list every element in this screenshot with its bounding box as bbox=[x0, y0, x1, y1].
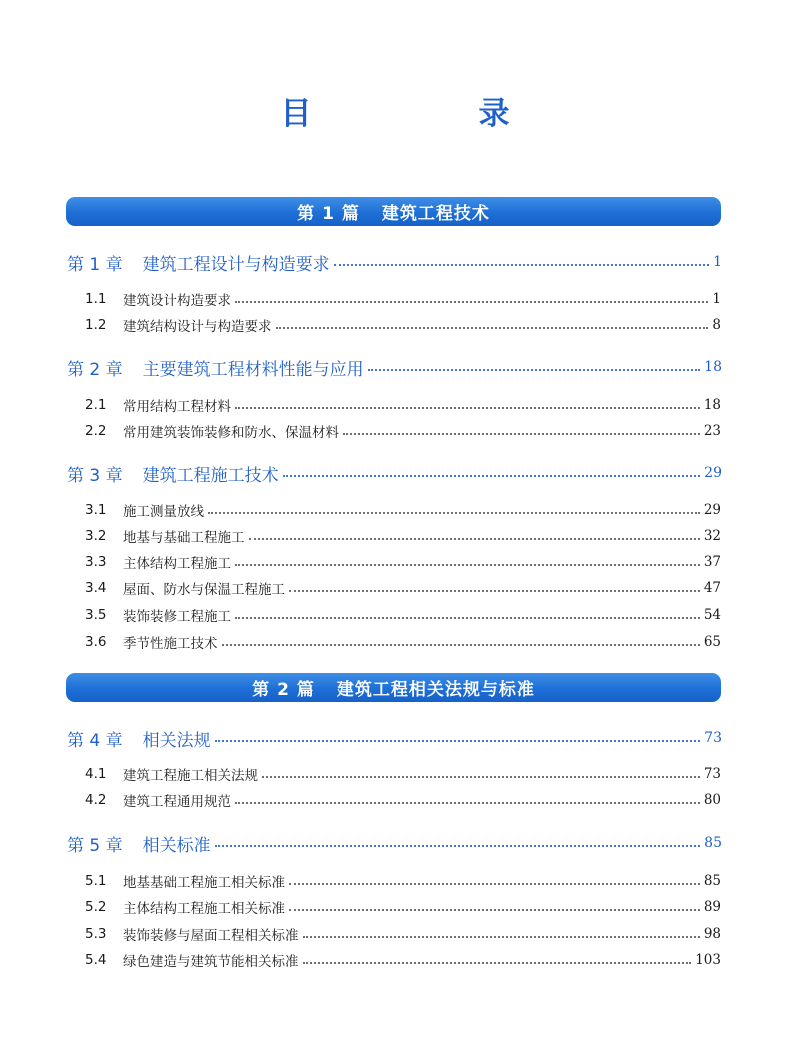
section-page: 54 bbox=[703, 607, 721, 623]
section-name: 装饰装修工程施工 bbox=[123, 609, 231, 625]
toc-section-4-1[interactable] bbox=[85, 763, 721, 785]
dot-leader bbox=[208, 512, 700, 514]
section-name: 建筑结构设计与构造要求 bbox=[123, 319, 272, 335]
section-page: 98 bbox=[703, 926, 721, 942]
section-number: 1.2 bbox=[85, 317, 107, 333]
chapter-name: 相关标准 bbox=[142, 835, 211, 856]
section-name: 主体结构工程施工相关标准 bbox=[123, 901, 285, 917]
section-name: 主体结构工程施工 bbox=[123, 556, 231, 572]
section-page: 65 bbox=[703, 634, 721, 650]
chapter-page: 29 bbox=[704, 465, 722, 481]
dot-leader bbox=[289, 909, 700, 911]
section-number: 5.4 bbox=[85, 952, 107, 968]
toc-section-3-6[interactable] bbox=[85, 631, 721, 653]
section-name: 季节性施工技术 bbox=[123, 636, 218, 652]
section-name: 地基与基础工程施工 bbox=[123, 530, 245, 546]
chapter-page: 18 bbox=[704, 359, 722, 375]
toc-section-5-4[interactable] bbox=[85, 949, 721, 971]
chapter-label: 第 5 章 bbox=[67, 835, 123, 856]
dot-leader bbox=[215, 845, 701, 847]
dot-leader bbox=[235, 802, 700, 804]
section-number: 3.5 bbox=[85, 607, 107, 623]
dot-leader bbox=[235, 617, 700, 619]
section-name: 常用建筑装饰装修和防水、保温材料 bbox=[123, 425, 339, 441]
section-number: 5.3 bbox=[85, 926, 107, 942]
section-page: 8 bbox=[712, 317, 721, 333]
page-title: 目 录 bbox=[280, 96, 578, 132]
toc-section-5-2[interactable] bbox=[85, 896, 721, 918]
part-name: 建筑工程技术 bbox=[381, 204, 490, 224]
toc-section-5-1[interactable] bbox=[85, 870, 721, 892]
toc-section-3-2[interactable] bbox=[85, 525, 721, 547]
section-name: 地基基础工程施工相关标准 bbox=[123, 875, 285, 891]
section-number: 4.1 bbox=[85, 766, 107, 782]
section-number: 2.1 bbox=[85, 397, 107, 413]
chapter-name: 主要建筑工程材料性能与应用 bbox=[142, 359, 364, 380]
section-name: 建筑工程施工相关法规 bbox=[123, 768, 258, 784]
section-name: 装饰装修与屋面工程相关标准 bbox=[123, 928, 299, 944]
toc-section-3-1[interactable] bbox=[85, 499, 721, 521]
chapter-page: 1 bbox=[713, 254, 722, 270]
part-name: 建筑工程相关法规与标准 bbox=[336, 680, 535, 700]
chapter-label: 第 1 章 bbox=[67, 254, 123, 275]
section-number: 3.3 bbox=[85, 554, 107, 570]
dot-leader bbox=[303, 936, 700, 938]
section-page: 80 bbox=[703, 792, 721, 808]
toc-section-2-1[interactable] bbox=[85, 394, 721, 416]
dot-leader bbox=[368, 369, 701, 371]
dot-leader bbox=[283, 475, 701, 477]
section-page: 1 bbox=[712, 291, 721, 307]
toc-section-4-2[interactable] bbox=[85, 789, 721, 811]
section-page: 73 bbox=[703, 766, 721, 782]
toc-section-5-3[interactable] bbox=[85, 923, 721, 945]
section-number: 5.1 bbox=[85, 873, 107, 889]
chapter-label: 第 4 章 bbox=[67, 730, 123, 751]
dot-leader bbox=[235, 407, 700, 409]
section-number: 3.1 bbox=[85, 502, 107, 518]
section-name: 建筑工程通用规范 bbox=[123, 794, 231, 810]
toc-chapter-4[interactable] bbox=[67, 725, 722, 751]
toc-section-3-4[interactable] bbox=[85, 577, 721, 599]
section-page: 32 bbox=[703, 528, 721, 544]
section-page: 23 bbox=[703, 423, 721, 439]
section-page: 89 bbox=[703, 899, 721, 915]
toc-chapter-1[interactable] bbox=[67, 249, 722, 275]
part-banner-1[interactable] bbox=[66, 197, 721, 226]
dot-leader bbox=[343, 433, 700, 435]
toc-section-1-2[interactable] bbox=[85, 314, 721, 336]
dot-leader bbox=[222, 644, 700, 646]
section-number: 2.2 bbox=[85, 423, 107, 439]
section-number: 5.2 bbox=[85, 899, 107, 915]
toc-section-3-3[interactable] bbox=[85, 551, 721, 573]
dot-leader bbox=[262, 776, 700, 778]
toc-section-1-1[interactable] bbox=[85, 288, 721, 310]
section-number: 3.4 bbox=[85, 580, 107, 596]
dot-leader bbox=[289, 883, 700, 885]
dot-leader bbox=[303, 962, 692, 964]
part-label: 第 2 篇 bbox=[252, 680, 315, 700]
part-banner-2[interactable] bbox=[66, 673, 721, 702]
section-page: 103 bbox=[695, 952, 721, 968]
chapter-label: 第 3 章 bbox=[67, 465, 123, 486]
chapter-page: 85 bbox=[704, 835, 722, 851]
section-number: 4.2 bbox=[85, 792, 107, 808]
toc-chapter-5[interactable] bbox=[67, 830, 722, 856]
chapter-name: 建筑工程设计与构造要求 bbox=[142, 254, 330, 275]
dot-leader bbox=[276, 327, 709, 329]
section-page: 47 bbox=[703, 580, 721, 596]
part-label: 第 1 篇 bbox=[297, 204, 360, 224]
dot-leader bbox=[235, 301, 708, 303]
chapter-label: 第 2 章 bbox=[67, 359, 123, 380]
dot-leader bbox=[289, 590, 700, 592]
section-number: 3.6 bbox=[85, 634, 107, 650]
dot-leader bbox=[215, 740, 701, 742]
dot-leader bbox=[249, 538, 700, 540]
chapter-name: 建筑工程施工技术 bbox=[142, 465, 279, 486]
section-number: 3.2 bbox=[85, 528, 107, 544]
section-page: 85 bbox=[703, 873, 721, 889]
section-page: 29 bbox=[703, 502, 721, 518]
section-name: 常用结构工程材料 bbox=[123, 399, 231, 415]
dot-leader bbox=[235, 564, 700, 566]
toc-chapter-3[interactable] bbox=[67, 460, 722, 486]
section-name: 施工测量放线 bbox=[123, 504, 204, 520]
toc-section-2-2[interactable] bbox=[85, 420, 721, 442]
chapter-name: 相关法规 bbox=[142, 730, 211, 751]
chapter-page: 73 bbox=[704, 730, 722, 746]
section-name: 屋面、防水与保温工程施工 bbox=[123, 582, 285, 598]
section-page: 37 bbox=[703, 554, 721, 570]
dot-leader bbox=[334, 264, 709, 266]
section-number: 1.1 bbox=[85, 291, 107, 307]
toc-section-3-5[interactable] bbox=[85, 604, 721, 626]
section-page: 18 bbox=[703, 397, 721, 413]
section-name: 绿色建造与建筑节能相关标准 bbox=[123, 954, 299, 970]
toc-chapter-2[interactable] bbox=[67, 354, 722, 380]
section-name: 建筑设计构造要求 bbox=[123, 293, 231, 309]
